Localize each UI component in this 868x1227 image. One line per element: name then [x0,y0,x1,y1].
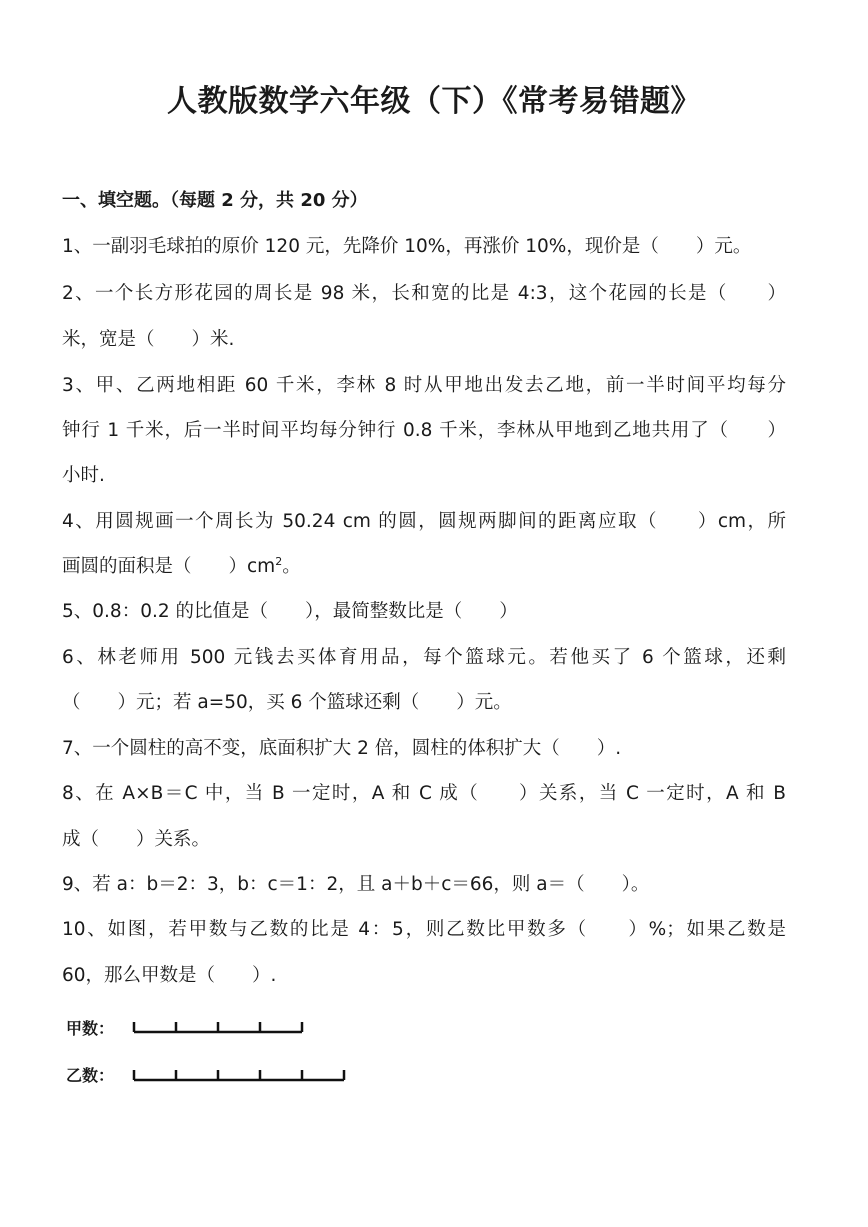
question-1-line-1: 1、一副羽毛球拍的原价 120 元，先降价 10%，再涨价 10%，现价是（ ）元。 [62,236,752,257]
question-4-line-2 [62,552,301,578]
question-8-line-2: 成（ ）关系。 [62,829,211,850]
question-10-line-1: 10、如图，若甲数与乙数的比是 4：5，则乙数比甲数多（ ）%；如果乙数是 [62,919,786,940]
question-2-line-1: 2、一个长方形花园的周长是 98 米，长和宽的比是 4:3，这个花园的长是（ ） [62,283,786,304]
question-6-line-1: 6、林老师用 500 元钱去买体育用品，每个篮球元。若他买了 6 个篮球，还剩 [62,647,786,668]
question-3-line-1: 3、甲、乙两地相距 60 千米，李林 8 时从甲地出发去乙地，前一半时间平均每分 [62,375,786,396]
question-4-line-2-text: 画圆的面积是（ ）cm [62,556,276,577]
question-10-line-2: 60，那么甲数是（ ）. [62,965,277,986]
page-title: 人教版数学六年级（下）《常考易错题》 [167,84,701,119]
yi-segment-bar [134,1070,344,1080]
question-8-line-1: 8、在 A×B＝C 中，当 B 一定时，A 和 C 成（ ）关系，当 C 一定时，A 和 B [62,783,786,804]
question-3-line-3: 小时. [62,465,105,486]
question-4-line-2-end: 。 [282,556,301,577]
yi-label: 乙数： [66,1066,115,1085]
question-3-line-2: 钟行 1 千米，后一半时间平均每分钟行 0.8 千米，李林从甲地到乙地共用了（ ） [62,420,786,441]
question-5-line-1: 5、0.8：0.2 的比值是（ ），最简整数比是（ ） [62,601,518,622]
question-7-line-1: 7、一个圆柱的高不变，底面积扩大 2 倍，圆柱的体积扩大（ ）. [62,738,622,759]
jia-label: 甲数： [66,1019,115,1038]
section-heading: 一、填空题。（每题 2 分，共 20 分） [62,190,368,211]
question-6-line-2: （ ）元；若 a=50，买 6 个篮球还剩（ ）元。 [62,692,512,713]
segment-diagram [0,1000,868,1110]
question-2-line-2: 米，宽是（ ）米. [62,329,235,350]
question-4-line-1: 4、用圆规画一个周长为 50.24 cm 的圆，圆规两脚间的距离应取（ ）cm，所 [62,511,786,532]
question-9-line-1: 9、若 a：b＝2：3，b：c＝1：2，且 a＋b＋c＝66，则 a＝（ ）。 [62,874,650,895]
jia-segment-bar [134,1022,302,1032]
ratio-figure [0,1000,868,1110]
superscript-2: 2 [275,554,283,568]
